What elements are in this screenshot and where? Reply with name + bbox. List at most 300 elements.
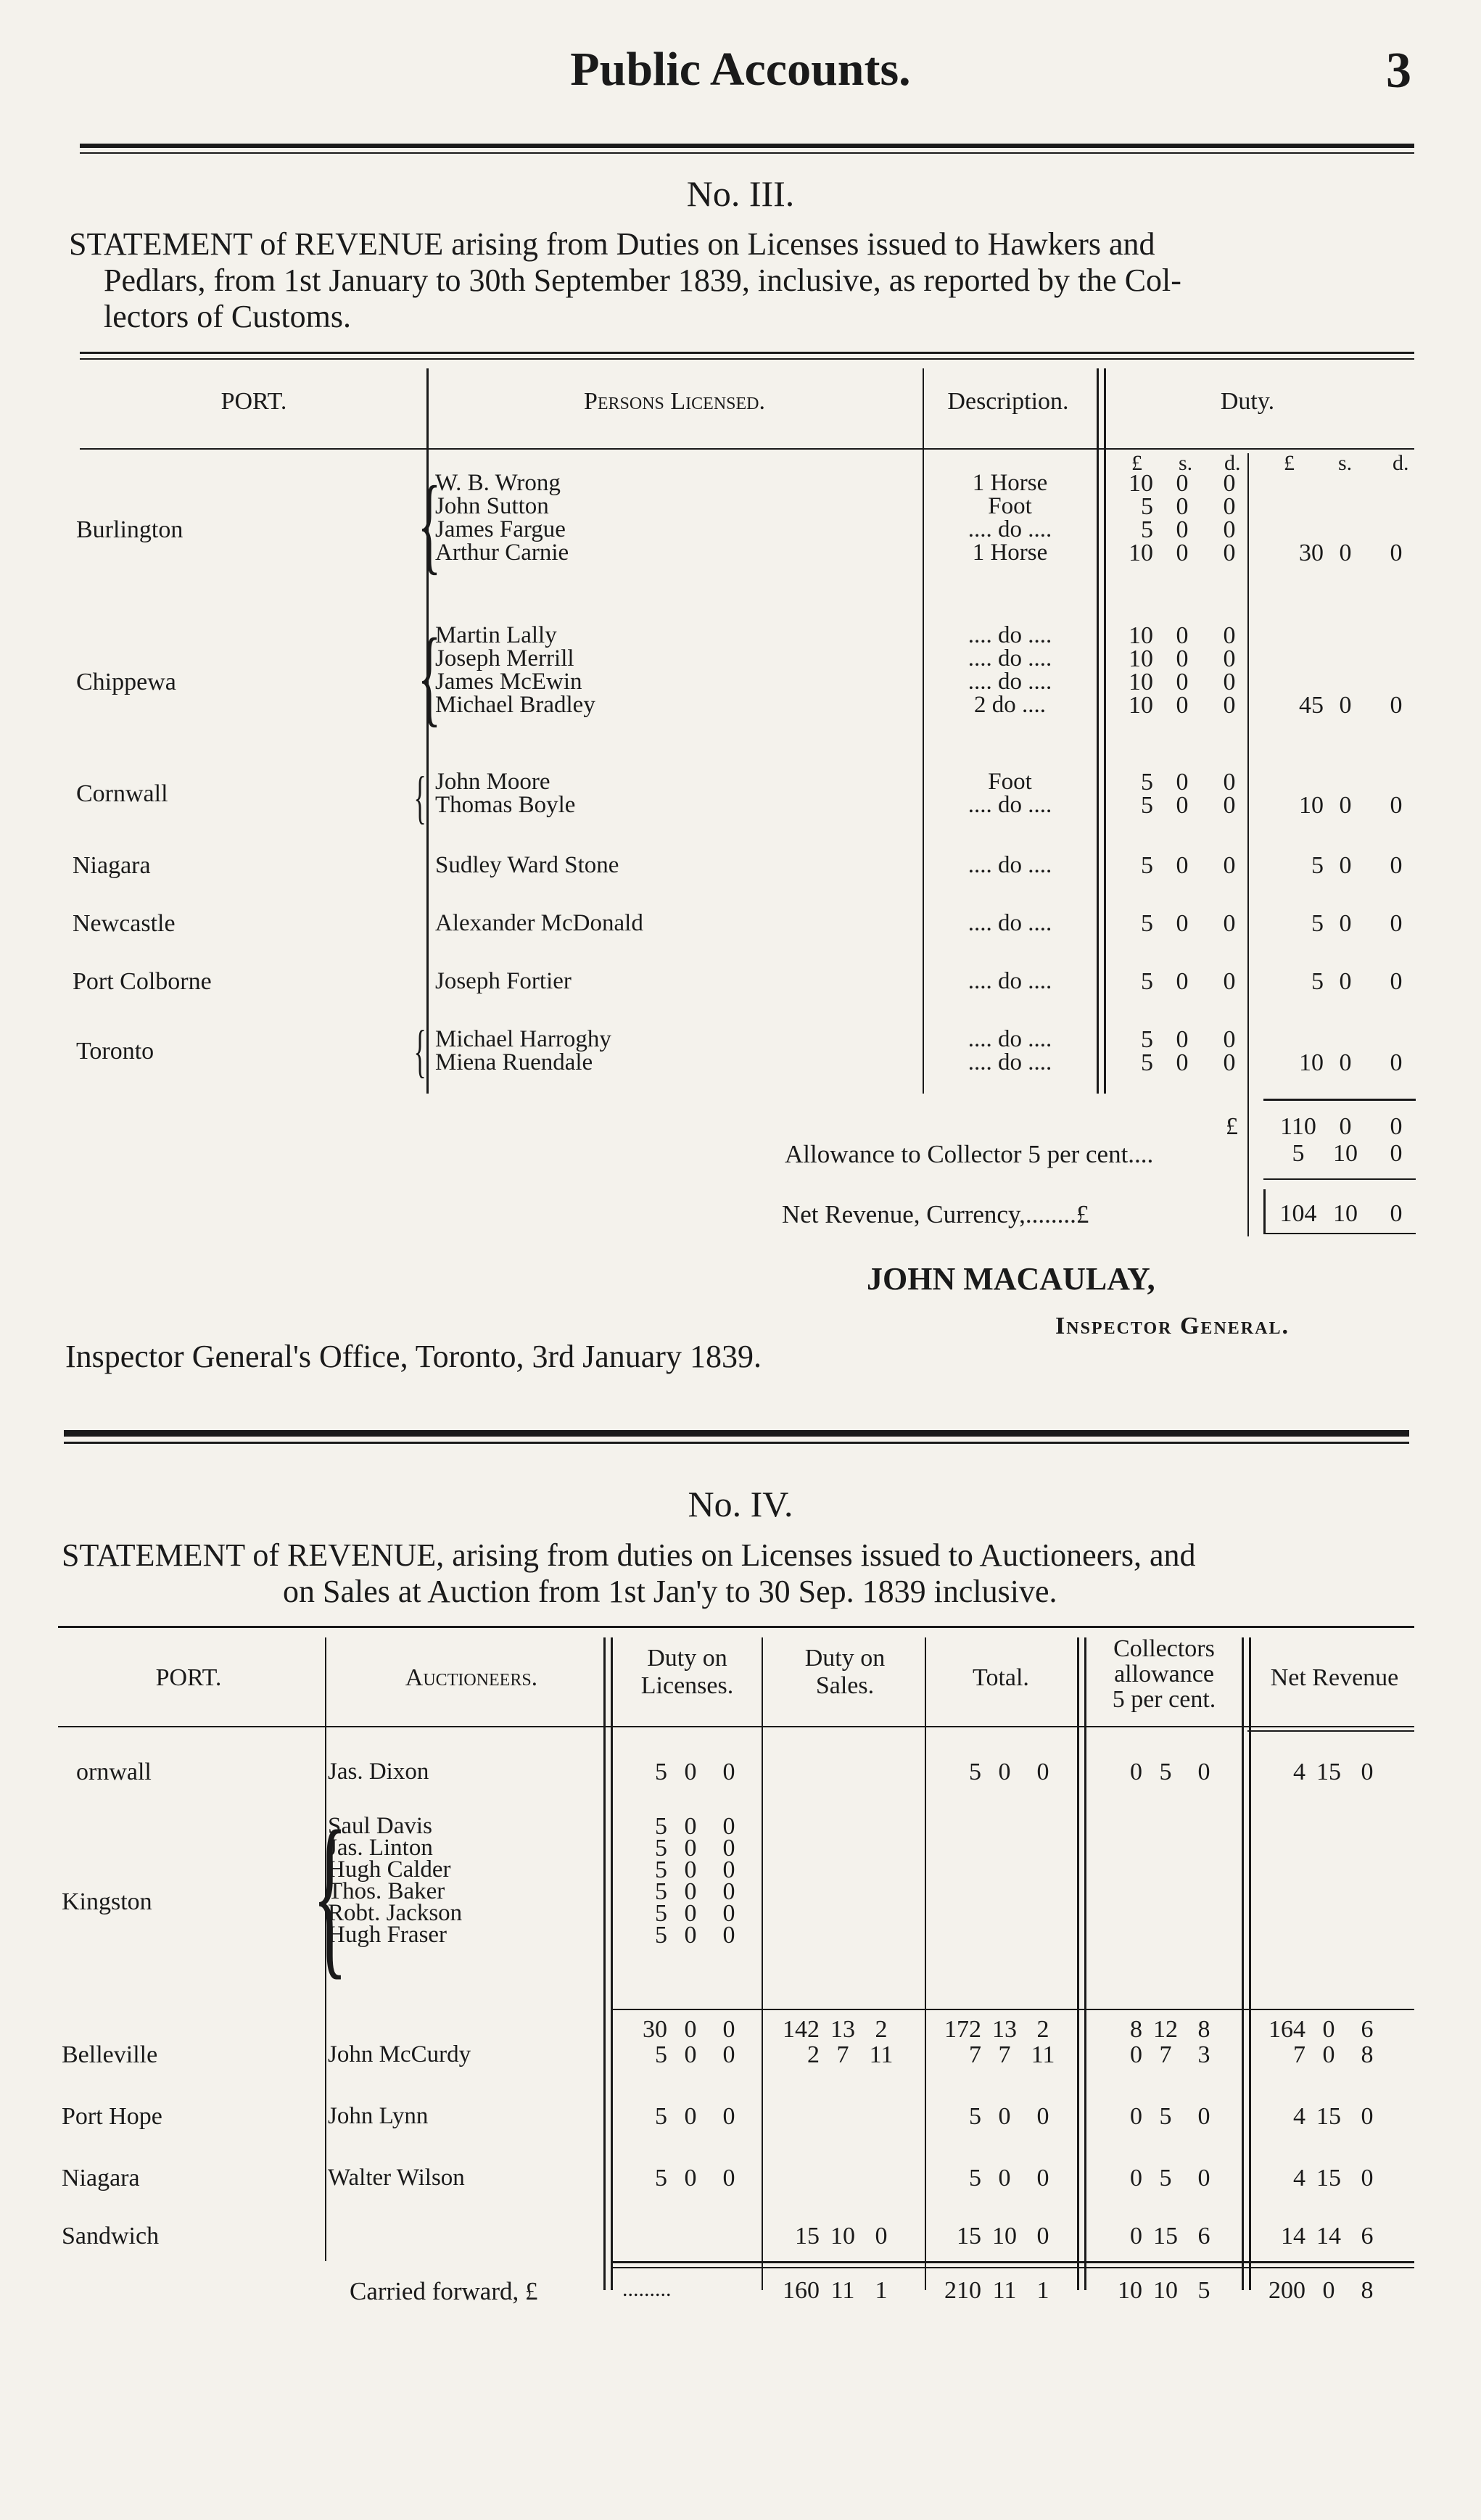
table4-lic-pounds: 5: [655, 1900, 667, 1927]
table3-duty-pence: 0: [1223, 540, 1236, 566]
table3-total-pounds: 45: [1299, 692, 1324, 719]
table3-duty-pence: 0: [1223, 470, 1236, 497]
table4-lic-shillings: 0: [684, 1878, 697, 1905]
section3-statement: [69, 226, 1425, 335]
table3-col-rule-3: [1097, 368, 1099, 1094]
table4-coll-pounds: 0: [1130, 2103, 1142, 2130]
table4-auctioneer: Jas. Linton: [328, 1835, 433, 1861]
table3-description: .... do ....: [968, 645, 1052, 672]
table3-net-rule: [1263, 1178, 1416, 1180]
table3-header-duty: Duty.: [1220, 388, 1275, 415]
table3-total-pence: 0: [1390, 692, 1403, 719]
table3-total-shillings: 0: [1339, 540, 1352, 566]
table4-total-pounds: 5: [969, 2165, 981, 2191]
table4-lic-pounds: 5: [655, 1813, 667, 1840]
table4-net-pounds: 4: [1293, 1759, 1305, 1785]
table3-total-pounds: 10: [1299, 792, 1324, 819]
table4-sales-pounds: 15: [795, 2223, 820, 2250]
table4-total-pounds: 15: [957, 2223, 981, 2250]
table3-duty-shillings: 0: [1176, 470, 1189, 497]
table3-unit-pence-1: d.: [1224, 451, 1241, 475]
table4-auctioneer: John Lynn: [328, 2103, 429, 2129]
table3-net-bar: [1263, 1189, 1266, 1233]
table4-header-rule: [58, 1726, 1414, 1727]
section-divider-thick: [64, 1430, 1409, 1437]
table4-carried-rule: [613, 2261, 1414, 2263]
table3-duty-pence: 0: [1223, 1026, 1236, 1053]
table3-person: John Sutton: [435, 493, 549, 519]
table3-duty-pounds: 5: [1141, 792, 1153, 819]
brace-chippewa: {: [417, 616, 442, 737]
table3-duty-pounds: 10: [1129, 470, 1153, 497]
table4-carried-net-pounds: 200: [1268, 2277, 1305, 2304]
table4-col-rule-5: [925, 1637, 926, 2290]
table3-net-shillings: 10: [1333, 1200, 1358, 1227]
table4-col-rule-2: [603, 1637, 606, 2290]
table4-top-rule: [58, 1626, 1414, 1628]
table3-total-shillings: 0: [1339, 910, 1352, 937]
table4-auctioneer: John McCurdy: [328, 2041, 471, 2067]
table4-lic-pounds: 5: [655, 2165, 667, 2191]
table4-net-pounds: 14: [1281, 2223, 1305, 2250]
table3-duty-pence: 0: [1223, 852, 1236, 879]
section4-number: No. IV.: [688, 1484, 793, 1524]
table4-port: ornwall: [76, 1759, 152, 1785]
table4-lic-shillings: 0: [684, 1856, 697, 1883]
table4-lic-pence: 0: [722, 1878, 735, 1905]
table4-carried-net-shillings: 0: [1322, 2277, 1335, 2304]
table3-person: Michael Harroghy: [435, 1026, 611, 1052]
table3-duty-shillings: 0: [1176, 645, 1189, 672]
table4-lic-shillings: 0: [684, 1759, 697, 1785]
table4-coll-pence: 0: [1197, 2165, 1210, 2191]
table3-description: Foot: [988, 493, 1032, 519]
table4-coll-pence: 0: [1197, 1759, 1210, 1785]
table3-net-label: Net Revenue, Currency,........£: [782, 1200, 1089, 1228]
table3-duty-pence: 0: [1223, 910, 1236, 937]
table4-sales-pence: 2: [875, 2016, 888, 2043]
table3-person: John Moore: [435, 769, 550, 795]
table3-person: Martin Lally: [435, 622, 557, 648]
table3-duty-pounds: 5: [1141, 1049, 1153, 1076]
table4-col-rule-9: [1249, 1637, 1251, 2290]
brace-cornwall: {: [413, 766, 426, 830]
table4-net-pence: 8: [1361, 2041, 1374, 2068]
table4-coll-shillings: 5: [1159, 1759, 1172, 1785]
table3-total-shillings: 0: [1339, 792, 1352, 819]
table4-lic-pounds: 5: [655, 2103, 667, 2130]
table4-net-pence: 0: [1361, 2103, 1374, 2130]
page-header-title: Public Accounts.: [570, 43, 911, 96]
table4-coll-shillings: 5: [1159, 2165, 1172, 2191]
table4-sales-pounds: 142: [783, 2016, 820, 2043]
table4-coll-pounds: 0: [1130, 2165, 1142, 2191]
brace-toronto: {: [413, 1020, 426, 1083]
table4-net-pounds: 164: [1268, 2016, 1305, 2043]
table4-lic-pence: 0: [722, 1813, 735, 1840]
table4-header-total: Total.: [973, 1664, 1029, 1691]
table4-port: Belleville: [62, 2041, 158, 2068]
table4-subtotal-rule: [613, 2009, 1414, 2010]
table3-col-rule-4: [1104, 368, 1106, 1094]
table4-lic-pounds: 5: [655, 1759, 667, 1785]
table4-auctioneer: Hugh Fraser: [328, 1922, 447, 1948]
table4-net-pounds: 4: [1293, 2165, 1305, 2191]
table4-lic-shillings: 0: [684, 1900, 697, 1927]
table3-duty-pence: 0: [1223, 645, 1236, 672]
table4-carried-total-pounds: 210: [944, 2277, 981, 2304]
page-number: 3: [1386, 43, 1411, 99]
table4-sales-shillings: 13: [830, 2016, 855, 2043]
table3-duty-shillings: 0: [1176, 516, 1189, 543]
table4-total-pence: 0: [1036, 1759, 1049, 1785]
table3-description: .... do ....: [968, 622, 1052, 648]
table3-allowance-label: Allowance to Collector 5 per cent....: [785, 1140, 1154, 1168]
table4-carried-coll-pounds: 10: [1118, 2277, 1142, 2304]
table3-duty-pence: 0: [1223, 792, 1236, 819]
table4-auctioneer: Walter Wilson: [328, 2165, 465, 2191]
section3-statement-line3: lectors of Customs.: [104, 299, 351, 334]
table3-person: Arthur Carnie: [435, 540, 569, 566]
table4-carried-sales-shillings: 11: [830, 2277, 855, 2304]
table3-unit-pound-2: £: [1284, 451, 1295, 475]
table4-auctioneer: Saul Davis: [328, 1813, 432, 1839]
table3-duty-shillings: 0: [1176, 540, 1189, 566]
table3-total-rule: [1263, 1099, 1416, 1101]
table4-sales-shillings: 10: [830, 2223, 855, 2250]
table4-coll-shillings: 7: [1159, 2041, 1172, 2068]
table4-carried-coll-shillings: 10: [1153, 2277, 1178, 2304]
table3-duty-shillings: 0: [1176, 1049, 1189, 1076]
table4-total-shillings: 0: [998, 1759, 1011, 1785]
table3-duty-shillings: 0: [1176, 622, 1189, 649]
table4-header-duty-sales-1: Duty on: [804, 1645, 886, 1672]
table3-person: Alexander McDonald: [435, 910, 643, 936]
table3-description: .... do ....: [968, 669, 1052, 695]
table3-description: .... do ....: [968, 516, 1052, 542]
table4-coll-pounds: 8: [1130, 2016, 1142, 2043]
signature-title: Inspector General.: [1055, 1313, 1290, 1339]
table3-duty-shillings: 0: [1176, 792, 1189, 819]
table3-description: .... do ....: [968, 1026, 1052, 1052]
table3-total-pence: 0: [1390, 1113, 1403, 1140]
table3-duty-shillings: 0: [1176, 493, 1189, 520]
table4-total-pounds: 7: [969, 2041, 981, 2068]
table3-total-shillings: 0: [1339, 692, 1352, 719]
table3-header-rule: [80, 448, 1414, 450]
table3-duty-pence: 0: [1223, 669, 1236, 695]
table3-bottom-rule: [1263, 1233, 1416, 1234]
table4-carried-dots: .........: [622, 2277, 672, 2301]
table3-duty-pence: 0: [1223, 622, 1236, 649]
table3-total-pence: 0: [1390, 910, 1403, 937]
table3-person: James McEwin: [435, 669, 582, 695]
brace-burlington: {: [417, 464, 442, 584]
table4-header-auctioneers: Auctioneers.: [405, 1664, 538, 1691]
table3-person: Thomas Boyle: [435, 792, 576, 818]
table4-carried-net-pence: 8: [1361, 2277, 1374, 2304]
table4-port: Port Hope: [62, 2103, 162, 2130]
table3-duty-pence: 0: [1223, 769, 1236, 796]
table4-lic-pounds: 5: [655, 2041, 667, 2068]
table3-description: Foot: [988, 769, 1032, 795]
table3-total-shillings: 0: [1339, 968, 1352, 995]
table4-carried-sales-pence: 1: [875, 2277, 888, 2304]
table3-duty-pounds: 5: [1141, 769, 1153, 796]
table4-total-shillings: 0: [998, 2103, 1011, 2130]
office-line: Inspector General's Office, Toronto, 3rd January 1839.: [65, 1339, 762, 1374]
table3-duty-shillings: 0: [1176, 968, 1189, 995]
table3-top-rule-2: [80, 358, 1414, 360]
table3-total-pounds: 5: [1311, 968, 1324, 995]
table4-coll-pence: 8: [1197, 2016, 1210, 2043]
table3-port: Niagara: [73, 852, 151, 879]
table3-total-pounds: 5: [1311, 910, 1324, 937]
table3-duty-pence: 0: [1223, 692, 1236, 719]
table3-header-persons: Persons Licensed.: [583, 388, 766, 415]
table3-net-pounds: 104: [1279, 1200, 1317, 1227]
table3-total-pounds: 10: [1299, 1049, 1324, 1076]
signature-name: JOHN MACAULAY,: [867, 1261, 1155, 1297]
table4-carried-coll-pence: 5: [1197, 2277, 1210, 2304]
table4-auctioneer: Robt. Jackson: [328, 1900, 463, 1926]
table4-lic-shillings: 0: [684, 2103, 697, 2130]
table4-lic-shillings: 0: [684, 1922, 697, 1949]
table3-port: Chippewa: [76, 669, 176, 695]
table3-col-rule-2: [923, 368, 924, 1094]
table3-description: 1 Horse: [972, 540, 1048, 566]
table4-coll-pounds: 0: [1130, 2041, 1142, 2068]
table4-header-duty-lic-2: Licenses.: [640, 1672, 734, 1699]
table4-lic-pence: 0: [722, 1759, 735, 1785]
table4-net-shillings: 14: [1316, 2223, 1341, 2250]
table4-lic-pence: 0: [722, 1900, 735, 1927]
section4-statement: [62, 1537, 1440, 1610]
table3-person: Joseph Merrill: [435, 645, 574, 672]
table3-total-shillings: 0: [1339, 1049, 1352, 1076]
table4-lic-pence: 0: [722, 2103, 735, 2130]
table4-lic-pence: 0: [722, 1922, 735, 1949]
table4-net-pounds: 4: [1293, 2103, 1305, 2130]
table3-header-port: PORT.: [220, 388, 287, 415]
table4-carried-total-shillings: 11: [992, 2277, 1017, 2304]
table4-coll-pounds: 0: [1130, 1759, 1142, 1785]
table3-duty-shillings: 0: [1176, 852, 1189, 879]
table4-net-shillings: 0: [1322, 2041, 1335, 2068]
table3-duty-pence: 0: [1223, 968, 1236, 995]
table3-total-pence: 0: [1390, 792, 1403, 819]
table3-port: Port Colborne: [73, 968, 212, 995]
table4-header-duty-lic-1: Duty on: [647, 1645, 727, 1672]
table3-unit-pound-1: £: [1131, 451, 1142, 475]
table4-header-coll-2: allowance: [1114, 1661, 1214, 1687]
table3-port: Cornwall: [76, 780, 168, 807]
table4-col-rule-3: [611, 1637, 613, 2290]
header-rule-thick: [80, 144, 1414, 148]
table3-allowance-pence: 0: [1390, 1140, 1403, 1167]
table3-duty-pence: 0: [1223, 516, 1236, 543]
table4-port: Niagara: [62, 2165, 140, 2191]
table3-total-pounds: 30: [1299, 540, 1324, 566]
table3-person: Joseph Fortier: [435, 968, 572, 994]
table4-coll-shillings: 15: [1153, 2223, 1178, 2250]
table4-net-pence: 6: [1361, 2016, 1374, 2043]
table3-total-symbol: £: [1226, 1113, 1238, 1140]
table3-total-shillings: 0: [1339, 852, 1352, 879]
table4-total-pounds: 172: [944, 2016, 981, 2043]
table3-net-pence: 0: [1390, 1200, 1403, 1227]
table4-coll-pence: 0: [1197, 2103, 1210, 2130]
table4-lic-pence: 0: [722, 2041, 735, 2068]
table3-duty-pounds: 10: [1129, 622, 1153, 649]
table4-port: Sandwich: [62, 2223, 160, 2250]
table4-net-shillings: 15: [1316, 2165, 1341, 2191]
table3-port: Toronto: [76, 1038, 154, 1065]
table3-duty-shillings: 0: [1176, 669, 1189, 695]
table3-col-rule-5: [1247, 453, 1249, 1236]
table3-port: Burlington: [76, 516, 183, 543]
table4-col-rule-7: [1084, 1637, 1086, 2290]
table3-total-pence: 0: [1390, 1049, 1403, 1076]
table4-total-pence: 0: [1036, 2223, 1049, 2250]
table4-total-shillings: 13: [992, 2016, 1017, 2043]
table4-lic-shillings: 0: [684, 2165, 697, 2191]
section3-statement-line2: Pedlars, from 1st January to 30th September 1839, inclusive, as reported by the Col-: [104, 263, 1181, 298]
table4-lic-shillings: 0: [684, 1835, 697, 1862]
table4-header-net: Net Revenue: [1270, 1664, 1399, 1691]
table3-duty-shillings: 0: [1176, 692, 1189, 719]
table3-person: Miena Ruendale: [435, 1049, 593, 1075]
table4-header-coll-3: 5 per cent.: [1112, 1686, 1216, 1713]
table4-lic-shillings: 0: [684, 2041, 697, 2068]
table3-duty-pounds: 5: [1141, 852, 1153, 879]
table4-carried-sales-pounds: 160: [783, 2277, 820, 2304]
header-rule-thin: [80, 152, 1414, 154]
table3-unit-shilling-2: s.: [1338, 451, 1353, 475]
table3-duty-pounds: 5: [1141, 493, 1153, 520]
table3-total-pence: 0: [1390, 968, 1403, 995]
table3-description: .... do ....: [968, 1049, 1052, 1075]
table4-coll-pence: 3: [1197, 2041, 1210, 2068]
table4-lic-pence: 0: [722, 2016, 735, 2043]
table4-lic-pounds: 5: [655, 1878, 667, 1905]
table4-header-rule-2: [1247, 1730, 1414, 1732]
table4-net-pence: 6: [1361, 2223, 1374, 2250]
table3-allowance-shillings: 10: [1333, 1140, 1358, 1167]
table3-description: .... do ....: [968, 852, 1052, 878]
table4-header-coll-1: Collectors: [1113, 1635, 1215, 1662]
table4-lic-pence: 0: [722, 1835, 735, 1862]
section3-statement-line1: STATEMENT of REVENUE arising from Duties on Licenses issued to Hawkers and: [69, 226, 1155, 262]
table3-duty-pounds: 10: [1129, 540, 1153, 566]
table3-person: Sudley Ward Stone: [435, 852, 619, 878]
table3-duty-shillings: 0: [1176, 910, 1189, 937]
table3-total-pence: 0: [1390, 540, 1403, 566]
table3-duty-pence: 0: [1223, 493, 1236, 520]
table3-total-shillings: 0: [1339, 1113, 1352, 1140]
table4-lic-pounds: 5: [655, 1835, 667, 1862]
table4-lic-pence: 0: [722, 2165, 735, 2191]
table4-header-duty-sales-2: Sales.: [815, 1672, 875, 1699]
table3-duty-pounds: 5: [1141, 1026, 1153, 1053]
table3-total-pounds: 5: [1311, 852, 1324, 879]
table4-net-shillings: 15: [1316, 2103, 1341, 2130]
table4-coll-shillings: 5: [1159, 2103, 1172, 2130]
table3-duty-pence: 0: [1223, 1049, 1236, 1076]
table3-person: W. B. Wrong: [435, 470, 561, 496]
table3-duty-shillings: 0: [1176, 1026, 1189, 1053]
table4-sales-shillings: 7: [836, 2041, 849, 2068]
table3-person: James Fargue: [435, 516, 566, 542]
table4-lic-pounds: 30: [643, 2016, 667, 2043]
table3-top-rule: [80, 352, 1414, 354]
table4-coll-pounds: 0: [1130, 2223, 1142, 2250]
table4-sales-pounds: 2: [807, 2041, 820, 2068]
table4-auctioneer: Jas. Dixon: [328, 1759, 429, 1785]
table3-duty-shillings: 0: [1176, 769, 1189, 796]
table3-description: 1 Horse: [972, 470, 1048, 496]
table3-description: .... do ....: [968, 910, 1052, 936]
table4-net-pounds: 7: [1293, 2041, 1305, 2068]
table3-total-pence: 0: [1390, 852, 1403, 879]
table3-header-description: Description.: [947, 388, 1069, 415]
table4-auctioneer: Thos. Baker: [328, 1878, 445, 1904]
table4-port: Kingston: [62, 1888, 152, 1915]
table3-duty-pounds: 5: [1141, 910, 1153, 937]
table4-lic-shillings: 0: [684, 2016, 697, 2043]
table3-port: Newcastle: [73, 910, 176, 937]
table4-auctioneer: Hugh Calder: [328, 1856, 451, 1883]
table4-total-shillings: 7: [998, 2041, 1011, 2068]
table3-unit-shilling-1: s.: [1179, 451, 1193, 475]
table3-duty-pounds: 10: [1129, 669, 1153, 695]
table3-duty-pounds: 5: [1141, 516, 1153, 543]
table3-duty-pounds: 10: [1129, 692, 1153, 719]
table4-total-pounds: 5: [969, 2103, 981, 2130]
table4-col-rule-8: [1242, 1637, 1244, 2290]
section-divider-thin: [64, 1442, 1409, 1444]
table4-sales-pence: 0: [875, 2223, 888, 2250]
table4-total-pence: 11: [1031, 2041, 1055, 2068]
table3-total-pounds: 110: [1280, 1113, 1316, 1140]
table4-net-shillings: 0: [1322, 2016, 1335, 2043]
table4-total-shillings: 0: [998, 2165, 1011, 2191]
table4-carried-rule-2: [613, 2267, 1414, 2268]
table4-carried-total-pence: 1: [1036, 2277, 1049, 2304]
table4-total-pence: 0: [1036, 2103, 1049, 2130]
table4-total-shillings: 10: [992, 2223, 1017, 2250]
table4-total-pence: 0: [1036, 2165, 1049, 2191]
table4-lic-pence: 0: [722, 1856, 735, 1883]
table3-unit-pence-2: d.: [1393, 451, 1409, 475]
table4-lic-pounds: 5: [655, 1856, 667, 1883]
table4-coll-shillings: 12: [1153, 2016, 1178, 2043]
table4-net-pence: 0: [1361, 2165, 1374, 2191]
table4-net-pence: 0: [1361, 1759, 1374, 1785]
table4-coll-pence: 6: [1197, 2223, 1210, 2250]
brace-kingston: {: [313, 1794, 347, 1995]
table4-carried-label: Carried forward, £: [350, 2277, 538, 2305]
table3-description: 2 do ....: [974, 692, 1046, 718]
table4-lic-shillings: 0: [684, 1813, 697, 1840]
table3-description: .... do ....: [968, 792, 1052, 818]
table4-total-pounds: 5: [969, 1759, 981, 1785]
table3-duty-pounds: 5: [1141, 968, 1153, 995]
table3-duty-pounds: 10: [1129, 645, 1153, 672]
table4-net-shillings: 15: [1316, 1759, 1341, 1785]
table3-description: .... do ....: [968, 968, 1052, 994]
table4-col-rule-6: [1077, 1637, 1079, 2290]
